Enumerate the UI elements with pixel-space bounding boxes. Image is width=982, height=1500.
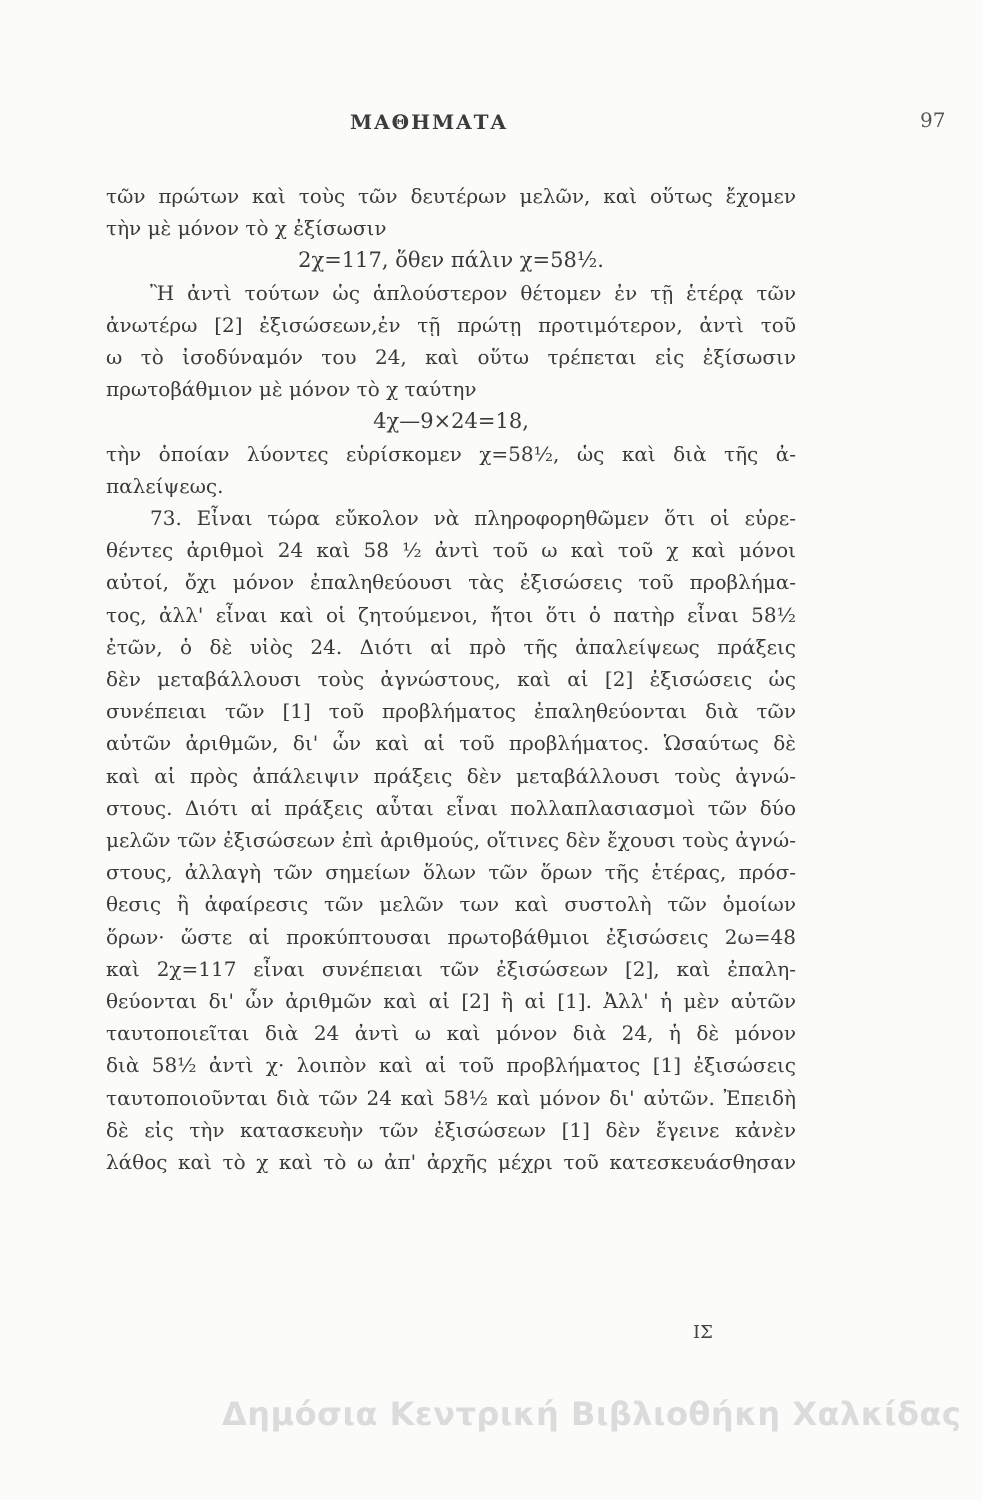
text-line: ω τὸ ἰσοδύναμόν του 24, καὶ οὕτω τρέπεται εἰς ἐξίσωσιν xyxy=(106,345,796,370)
text-line: δὲν μεταβάλλουσι τοὺς ἀγνώστους, καὶ αἱ [2] ἐξισώσεις ὡς xyxy=(106,667,796,692)
text-line: ἐτῶν, ὁ δὲ υἱὸς 24. Διότι αἱ πρὸ τῆς ἀπαλείψεως πράξεις xyxy=(106,634,796,659)
section-start-line: 73. Εἶναι τώρα εὔκολον νὰ πληροφορηθῶμεν ὅτι οἱ εὑρε- xyxy=(150,506,796,531)
library-watermark: Δημόσια Κεντρική Βιβλιοθήκη Χαλκίδας xyxy=(222,1395,962,1433)
text-line: διὰ 58½ ἀντὶ χ· λοιπὸν καὶ αἱ τοῦ προβλήματος [1] ἐξισώσεις xyxy=(106,1053,796,1078)
text-line: θεσις ἢ ἀφαίρεσις τῶν μελῶν των καὶ συστολὴ τῶν ὁμοίων xyxy=(106,892,796,917)
text-line: πρωτοβάθμιον μὲ μόνον τὸ χ ταύτην xyxy=(106,377,477,402)
text-line: Ἢ ἀντὶ τούτων ὡς ἁπλούστερον θέτομεν ἐν τῇ ἑτέρᾳ τῶν xyxy=(150,280,796,305)
text-line: καὶ 2χ=117 εἶναι συνέπειαι τῶν ἐξισώσεων [2], καὶ ἐπαλη- xyxy=(106,956,796,981)
text-line: μελῶν τῶν ἐξισώσεων ἐπὶ ἀριθμούς, οἵτινες δὲν ἔχουσι τοὺς ἀγνώ- xyxy=(106,828,796,853)
text-line: θέντες ἀριθμοὶ 24 καὶ 58 ½ ἀντὶ τοῦ ω καὶ τοῦ χ καὶ μόνοι xyxy=(106,538,796,563)
body-text xyxy=(106,180,796,1178)
text-line: ταυτοποιοῦνται διὰ τῶν 24 καὶ 58½ καὶ μόνον δι' αὐτῶν. Ἐπειδὴ xyxy=(106,1085,796,1110)
equation-line: 4χ—9×24=18, xyxy=(373,409,529,434)
text-line: λάθος καὶ τὸ χ καὶ τὸ ω ἀπ' ἀρχῆς μέχρι τοῦ κατεσκευάσθησαν xyxy=(106,1150,796,1175)
signature-mark: ΙΣ xyxy=(693,1322,713,1343)
text-line: συνέπειαι τῶν [1] τοῦ προβλήματος ἐπαληθεύονται διὰ τῶν xyxy=(106,699,796,724)
running-title: ΜΑΘΗΜΑΤΑ xyxy=(350,110,509,134)
text-line: θεύονται δι' ὧν ἀριθμῶν καὶ αἱ [2] ἢ αἱ [1]. Ἀλλ' ἡ μὲν αὐτῶν xyxy=(106,989,796,1014)
text-line: παλείψεως. xyxy=(106,473,224,498)
equation-line: 2χ=117, ὅθεν πάλιν χ=58½. xyxy=(298,248,604,273)
text-line: δὲ εἰς τὴν κατασκευὴν τῶν ἐξισώσεων [1] δὲν ἔγεινε κἀνὲν xyxy=(106,1117,796,1142)
text-line: τὴν ὁποίαν λύοντες εὑρίσκομεν χ=58½, ὡς καὶ διὰ τῆς ἀ- xyxy=(106,441,796,466)
page-header xyxy=(0,92,982,132)
text-line: τῶν πρώτων καὶ τοὺς τῶν δευτέρων μελῶν, καὶ οὕτως ἔχομεν xyxy=(106,184,796,208)
text-line: αὐτῶν ἀριθμῶν, δι' ὧν καὶ αἱ τοῦ προβλήματος. Ὡσαύτως δὲ xyxy=(106,731,796,756)
page-number: 97 xyxy=(920,108,946,132)
text-line: τος, ἀλλ' εἶναι καὶ οἱ ζητούμενοι, ἤτοι ὅτι ὁ πατὴρ εἶναι 58½ xyxy=(106,602,796,627)
text-line: ὅρων· ὥστε αἱ προκύπτουσαι πρωτοβάθμιοι ἐξισώσεις 2ω=48 xyxy=(106,924,796,949)
text-line: αὐτοί, ὄχι μόνον ἐπαληθεύουσι τὰς ἐξισώσεις τοῦ προβλήμα- xyxy=(106,570,796,595)
text-line: ἀνωτέρω [2] ἐξισώσεων,ἐν τῇ πρώτῃ προτιμότερον, ἀντὶ τοῦ xyxy=(106,312,796,337)
text-line: ταυτοποιεῖται διὰ 24 ἀντὶ ω καὶ μόνον διὰ 24, ἡ δὲ μόνον xyxy=(106,1021,796,1046)
text-line: τὴν μὲ μόνον τὸ χ ἐξίσωσιν xyxy=(106,216,387,241)
text-line: καὶ αἱ πρὸς ἀπάλειψιν πράξεις δὲν μεταβάλλουσι τοὺς ἀγνώ- xyxy=(106,763,796,788)
text-line: στους. Διότι αἱ πράξεις αὗται εἶναι πολλαπλασιασμοὶ τῶν δύο xyxy=(106,795,796,820)
text-line: στους, ἀλλαγὴ τῶν σημείων ὅλων τῶν ὅρων τῆς ἑτέρας, πρόσ- xyxy=(106,860,796,885)
